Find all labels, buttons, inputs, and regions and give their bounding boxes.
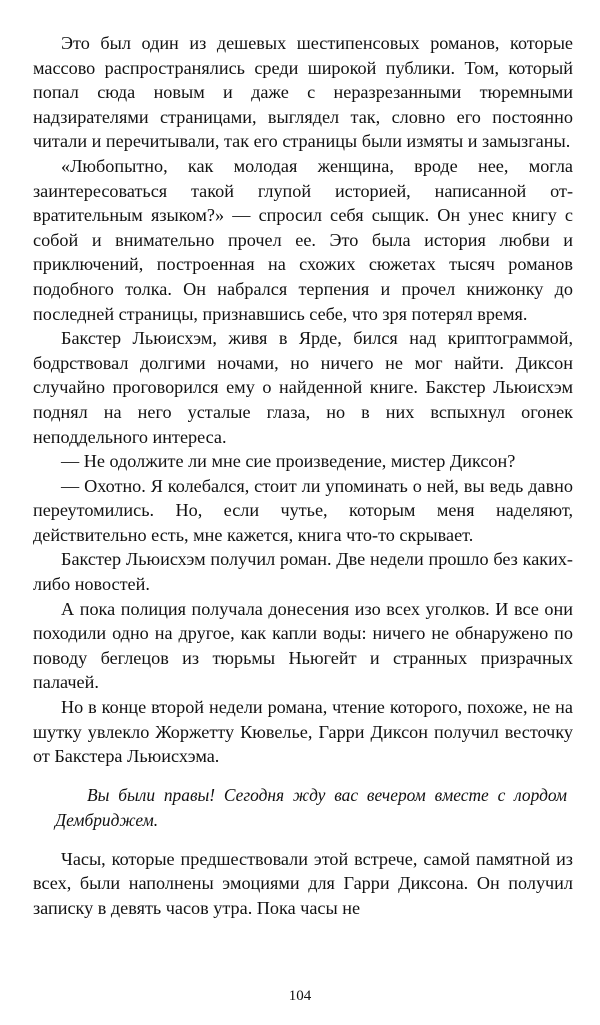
dialogue-line-1: — Не одолжите ли мне сие произведение, мистер Диксон? [61, 451, 516, 472]
paragraph-5: А пока полиция получала донесения изо всех уголков. И все они походили одно на другое, как капли воды: ничего не обнаружено по поводу беглецов из тюрьмы Ньюгейт и странных призрачных палачей. [33, 598, 573, 693]
page-body [33, 31, 573, 921]
paragraph-3: Бакстер Льюисхэм, живя в Ярде, бился над криптограммой, бодрствовал долгими ночами, но ничего не мог найти. Диксон случайно проговорился ему о найденной книге. Бакстер Льюисхэм поднял на него усталые глаза, но в них вспыхнул огонек неподдельного интереса. [33, 328, 573, 447]
paragraph-6: Но в конце второй недели романа, чтение которого, похоже, не на шутку увлекло Жоржетту Кювелье, Гарри Диксон получил весточку от Бакстера Льюисхэма. [33, 697, 573, 767]
paragraph-4: Бакстер Льюисхэм получил роман. Две недели прошло без каких-либо новостей. [33, 549, 573, 595]
closing-paragraph: Часы, которые предшествовали этой встрече, самой памятной из всех, были наполнены эмоциями для Гарри Диксона. Он получил записку в девять часов утра. Пока часы не [33, 848, 573, 918]
paragraph-2: «Любопытно, как молодая женщина, вроде нее, могла заинтересоваться такой глупой историей, написанной отвратительным языком?» — спросил себя сыщик. Он унес книгу с собой и внимательно прочел ее. Это была история любви и приключений, построенная на схожих сюжетах тысяч романов подобного толка. Он набрался терпения и прочел книжонку до последней страницы, признавшись себе, что зря потерял время. [33, 155, 573, 324]
dialogue-line-2: — Охотно. Я колебался, стоит ли упоминать о ней, вы ведь давно переутомились. Но, если чутье, которым меня наделяют, действительно есть, мне кажется, книга что-то скрывает. [33, 475, 573, 545]
page-number: 104 [288, 988, 312, 1004]
paragraph-1: Это был один из дешевых шестипенсовых романов, которые массово распространялись среди широкой публики. Том, который попал сюда новым и даже с неразрезанными тюремными надзирателями страницами, выглядел так, словно его постоянно читали и перечитывали, так его страницы были измяты и замызганы. [33, 33, 573, 152]
note-quote: Вы были правы! Сегодня жду вас вечером вместе с лордом Дембриджем. [55, 784, 567, 830]
